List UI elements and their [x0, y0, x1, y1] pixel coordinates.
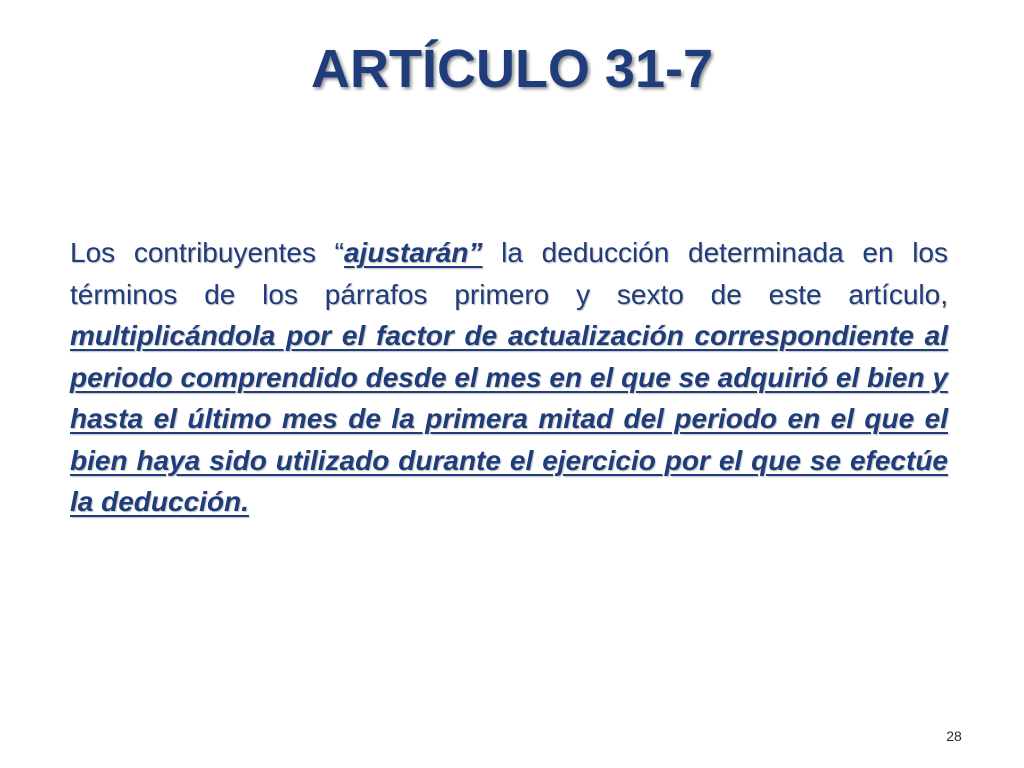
paragraph-part-2: la deducción determinada en los términos de los párrafos primero y sexto de este artículo, [70, 237, 949, 310]
paragraph-emphasis-multiplicandola: multiplicándola por el factor de actualización correspondiente al periodo comprendido desde el mes en el que se adquirió el bien y hasta el último mes de la primera mitad del periodo en el que el bien haya sido utilizado durante el ejercicio por el que se efectúe la deducción. [70, 320, 948, 517]
slide-title: ARTÍCULO 31-7 [310, 39, 714, 99]
paragraph-emphasis-ajustaran: ajustarán” [343, 237, 483, 268]
paragraph-part-1: Los contribuyentes “ [70, 237, 344, 268]
slide-number: 28 [946, 728, 962, 744]
body-paragraph [70, 232, 948, 523]
